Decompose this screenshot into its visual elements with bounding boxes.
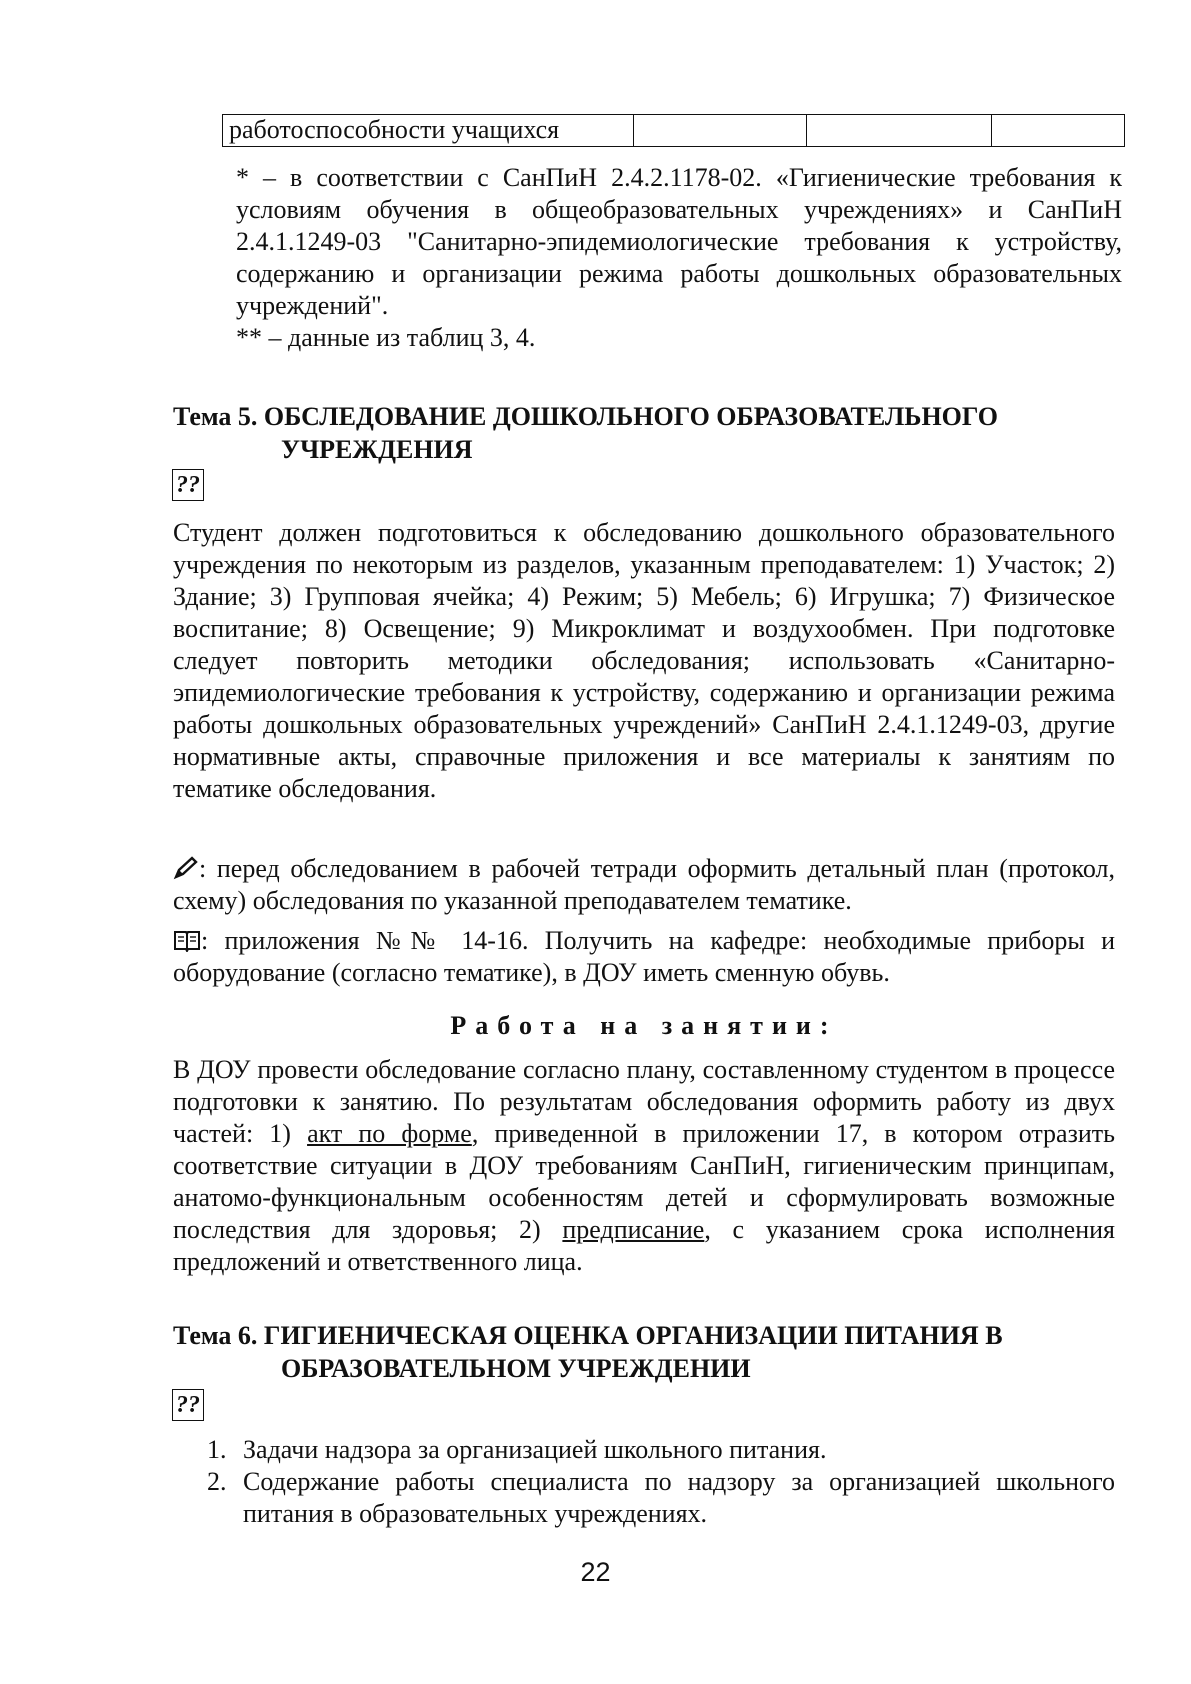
- work-text-part3: , с указанием срока исполнения предложений и ответственного лица.: [173, 1215, 1115, 1276]
- topic-5-heading: [173, 400, 998, 466]
- topic-6-questions: [173, 1434, 1115, 1530]
- list-item-text: Содержание работы специалиста по надзору за организацией школьного питания в образовательных учреждениях.: [243, 1467, 1115, 1528]
- table-cell: [634, 115, 807, 147]
- book-icon: [173, 925, 201, 957]
- footnote-star: * – в соответствии с СанПиН 2.4.2.1178-02. «Гигиенические требования к условиям обучения в общеобразовательных учреждениях» и СанПиН 2.4.1.1249-03 "Санитарно-эпидемиологические требования к устройству, содержанию и организации режима работы дошкольных образовательных учреждений".: [236, 163, 1122, 320]
- table-cell: [807, 115, 992, 147]
- materials-text: : приложения №№ 14-16. Получить на кафедре: необходимые приборы и оборудование (согласно тематике), в ДОУ иметь сменную обувь.: [173, 926, 1115, 987]
- pencil-icon: [173, 853, 199, 885]
- topic-5-title-line1: Тема 5. ОБСЛЕДОВАНИЕ ДОШКОЛЬНОГО ОБРАЗОВАТЕЛЬНОГО: [173, 402, 999, 431]
- table-cell: [992, 115, 1125, 147]
- homework-text: : перед обследованием в рабочей тетради оформить детальный план (протокол, схему) обследования по указанной преподавателем тематике.: [173, 854, 1115, 915]
- table-row: [223, 115, 1125, 147]
- list-item-number: 2.: [207, 1467, 227, 1496]
- work-heading: Работа на занятии:: [450, 1011, 838, 1040]
- topic-5-intro: [173, 517, 1115, 805]
- table-footnotes: [236, 162, 1122, 354]
- work-block: [173, 1054, 1115, 1278]
- work-text-part2: , приведенной в приложении 17, в котором отразить соответствие ситуации в ДОУ требованиям СанПиН, гигиеническим принципам, анатомо-функциональным особенностям детей и сформулировать возможные последствия для здоровья; 2): [173, 1119, 1115, 1244]
- work-text-part1: В ДОУ провести обследование согласно плану, составленному студентом в процессе подготовки к занятию. По результатам обследования оформить работу из двух частей: 1): [173, 1055, 1115, 1148]
- homework-block: [173, 853, 1115, 917]
- page-number: 22: [580, 1557, 611, 1587]
- materials-block: [173, 925, 1115, 989]
- topic-6-heading: [173, 1319, 1003, 1385]
- act-form-link: акт по форме: [307, 1119, 472, 1148]
- footnote-double-star: ** – данные из таблиц 3, 4.: [236, 323, 536, 352]
- work-paragraph: [173, 1054, 1115, 1278]
- materials-paragraph: [173, 925, 1115, 989]
- list-item: [173, 1466, 1115, 1530]
- table-fragment: [222, 114, 1125, 147]
- topic-6-title-line2: ОБРАЗОВАТЕЛЬНОМ УЧРЕЖДЕНИИ: [281, 1354, 751, 1383]
- question-mark-icon: ??: [172, 1389, 204, 1421]
- question-mark-icon: ??: [172, 469, 204, 501]
- intro-paragraph: Студент должен подготовиться к обследованию дошкольного образовательного учреждения по некоторым из разделов, указанным преподавателем: 1) Участок; 2) Здание; 3) Групповая ячейка; 4) Режим; 5) Мебель; 6) Игрушка; 7) Физическое воспитание; 8) Освещение; 9) Микроклимат и воздухообмен. При подготовке следует повторить методики обследования; использовать «Санитарно-эпидемиологические требования к устройству, содержанию и организации режима работы дошкольных образовательных учреждений» СанПиН 2.4.1.1249-03, другие нормативные акты, справочные приложения и все материалы к занятиям по тематике обследования.: [173, 518, 1115, 803]
- list-item-text: Задачи надзора за организацией школьного питания.: [243, 1435, 827, 1464]
- list-item: [173, 1434, 1115, 1466]
- topic-5-title-line2: УЧРЕЖДЕНИЯ: [281, 435, 473, 464]
- list-item-number: 1.: [207, 1435, 227, 1464]
- prescription-link: предписание: [562, 1215, 705, 1244]
- topic-6-title-line1: Тема 6. ГИГИЕНИЧЕСКАЯ ОЦЕНКА ОРГАНИЗАЦИИ ПИТАНИЯ В: [173, 1321, 1003, 1350]
- homework-paragraph: [173, 853, 1115, 917]
- table-cell: работоспособности учащихся: [223, 115, 634, 147]
